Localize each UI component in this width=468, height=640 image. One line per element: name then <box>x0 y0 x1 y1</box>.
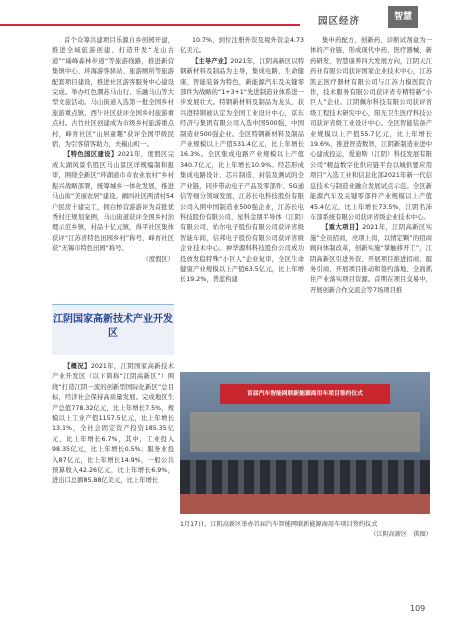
paragraph-fdi: 10.7%，到位注册外资及境外资金4.73亿美元。 <box>180 37 304 55</box>
keyword-heading: 【概况】 <box>64 363 91 370</box>
section-title: 园区经济 <box>318 16 361 27</box>
paragraph-overview <box>52 362 174 487</box>
magazine-logo: 智慧 <box>388 6 418 28</box>
caption-text: 1月17日，江阴高新区举办首届汽车智能网联新能源商用车项目签约仪式 <box>180 521 378 528</box>
source-signature: （度假区） <box>142 255 174 263</box>
paragraph-industry-chain: 集申药配方、创新药、诊断试剂盒为一体的产业链，形成现代中药、医疗器械、新药研发、智慧康养四大发展方向，江阴天江药业有限公司获评国家企业技术中心，江苏凯正医疗器材有限公司与江苏力模医院合作，技术服务有限公司获评省专精特新“小巨人”企业。江阴佩尔科技有限公司获评省级工程技术研究中心，阳光卫生医疗科技公司获评省级工业设计中心。全区智能装备产业规模以上产值55.7亿元，比上年增长19.6%，推进智造数智，江阴新制造业进中心建成投运，爱迪斯（江阴）科技发展有限公司“精益数字化供应链平台以城供要应用项目”入选工业和信息化部2021年新一代信息技术与制造业融合发展试点示范。全区新能源汽车及关键零部件产业规模以上产值45.4亿元，比上年增长73.5%，江阴名沛车部系统有限公司获评省级企业技术中心。 <box>310 37 432 221</box>
paragraph-text: 2021年，江阴高新区以特钢新材料及制品为主导，集成电路、生命健康、智能装备为特色，新能源汽车及关键零部件为战略的“1+3+1”先进制造业体系进一步发展壮大。特钢新材料及制品为龙头，获兴澄特钢被认定为全国工业设计中心，京东经济与集团有限公司入选中国500强，中国制造业500强企业。全区特钢新材料及制品产业规模以上产值531.4亿元，比上年增长16.3%。全区集成电路产业规模以上产值340.7亿元，比上年增长10.9%。经芯形成集成电路设计、芯片制造、封装及测试的全产业链，同步带动电子产品及零部件、5G通信等细分领域发展，江苏长电科技股份有限公司入围中国制造业500强企业，江苏长电科技股份有限公司、星科金朋半导体（江阴）有限公司、佑尔电子股份有限公司获评省级智能车间，信邦电子股份有限公司获评省级企业技术中心。神华源科科技股份公司成功投放发稳特殊“小巨人”企业复审，全区生命健康产业规模以上产值63.5亿元，比上年增长19.2%，普蓝构建 <box>180 57 304 284</box>
photo-credit: （江阴高新区 供图） <box>370 531 432 538</box>
column-1 <box>52 36 174 265</box>
paragraph-text: 2021年，江阴国家高新技术产业开发区（以下简称“江阴高新区”）围绕“打造江阴一流的创新型国际化新区”总目标，经济社会保持高质量发展。完成地区生产总值778.32亿元，比上年增长7.5%，规模以上工业产值1157.5亿元，比上年增长13.1%，全社会固定资产投资185.35亿元，比上年增长6.7%，其中，工业投入98.35亿元，比上年增长0.5%；服务业投入87亿元，比上年增长14.9%，一般公共预算收入42.26亿元，比上年增长6.9%，进出口总额85.88亿美元，比上年增长 <box>52 363 175 485</box>
column-2 <box>180 36 304 286</box>
page-number: 109 <box>410 604 426 613</box>
paragraph-tourism: 首个众筹共建项目乐源自乡创园开建，推进全域旅游创建、打造开发“龙山古道”“瑞峰森林步道”等旅游线路，推进新营集镇中心、环海游客驿站、旅游厕所等旅游配套项目建设，推进社区游客服务中心建设完成。举办红色潮苏马山行、乐融马山等大型文旅活动。马山街道入选第一批全国乡村旅游重点镇，西午社区获评全国乡村旅游重点村。古竹社区创建成为市级乡村旅游重点村，峰育社区“山居童趣”获评全国甲级民宿，为引客留客助力，夫椒山町一。 <box>52 37 174 149</box>
paragraph-text: 2021年，江阴高新区实施“全员招商，亮项上岗，以情定颗”的招商顾问体制改革，创新实施“掌触移开工”，江阴高新区引进外资、开展项目推进招商、服务引商、开展项目推动和签约落地、全面抓住产业落实项目资源。首期在项目交易中，开展创新合作交流会等7场项目推 <box>310 224 433 294</box>
paragraph-major-projects <box>310 223 432 296</box>
section-title-box <box>52 304 174 355</box>
section-heading: 江阴国家高新技术产业开发区 <box>53 314 173 339</box>
photo-caption <box>180 520 432 540</box>
paragraph-leading-industry <box>180 57 304 286</box>
column-3 <box>310 36 432 296</box>
keyword-heading: 【主导产业】 <box>192 57 231 65</box>
signing-table <box>180 494 430 514</box>
paragraph-text: 2021年，度假区完成太湖风景名胜区马山景区详规编制和报审，围绕全新区“环湖道市市农业农村”乡村振兴战略部署，统筹城乡一体化发展，推进马山街“美丽农居”建设。阚四社区两清村54户民房十建完工，拥白桥营游游评为首批优秀村庄规划案例，马山街道获评全国乡村治理示范乡镇，村品十亿元镇，得平社区集体获评“江苏省特色田园乡村”称号，峰育社区获“无锡市特色田园”称号。 <box>52 151 175 253</box>
keyword-heading: 【特色国区建设】 <box>64 151 118 159</box>
header-rule <box>0 24 300 26</box>
page-header <box>0 0 468 32</box>
stage-banner: 首届汽车智能网联新能源商用车项目签约仪式 <box>220 384 390 404</box>
keyword-heading: 【重大项目】 <box>322 224 363 232</box>
attendees <box>180 460 430 496</box>
column-1-lower <box>52 362 174 487</box>
paragraph-district-construction <box>52 150 174 254</box>
backdrop-screen <box>190 412 420 452</box>
event-photo <box>180 372 430 514</box>
